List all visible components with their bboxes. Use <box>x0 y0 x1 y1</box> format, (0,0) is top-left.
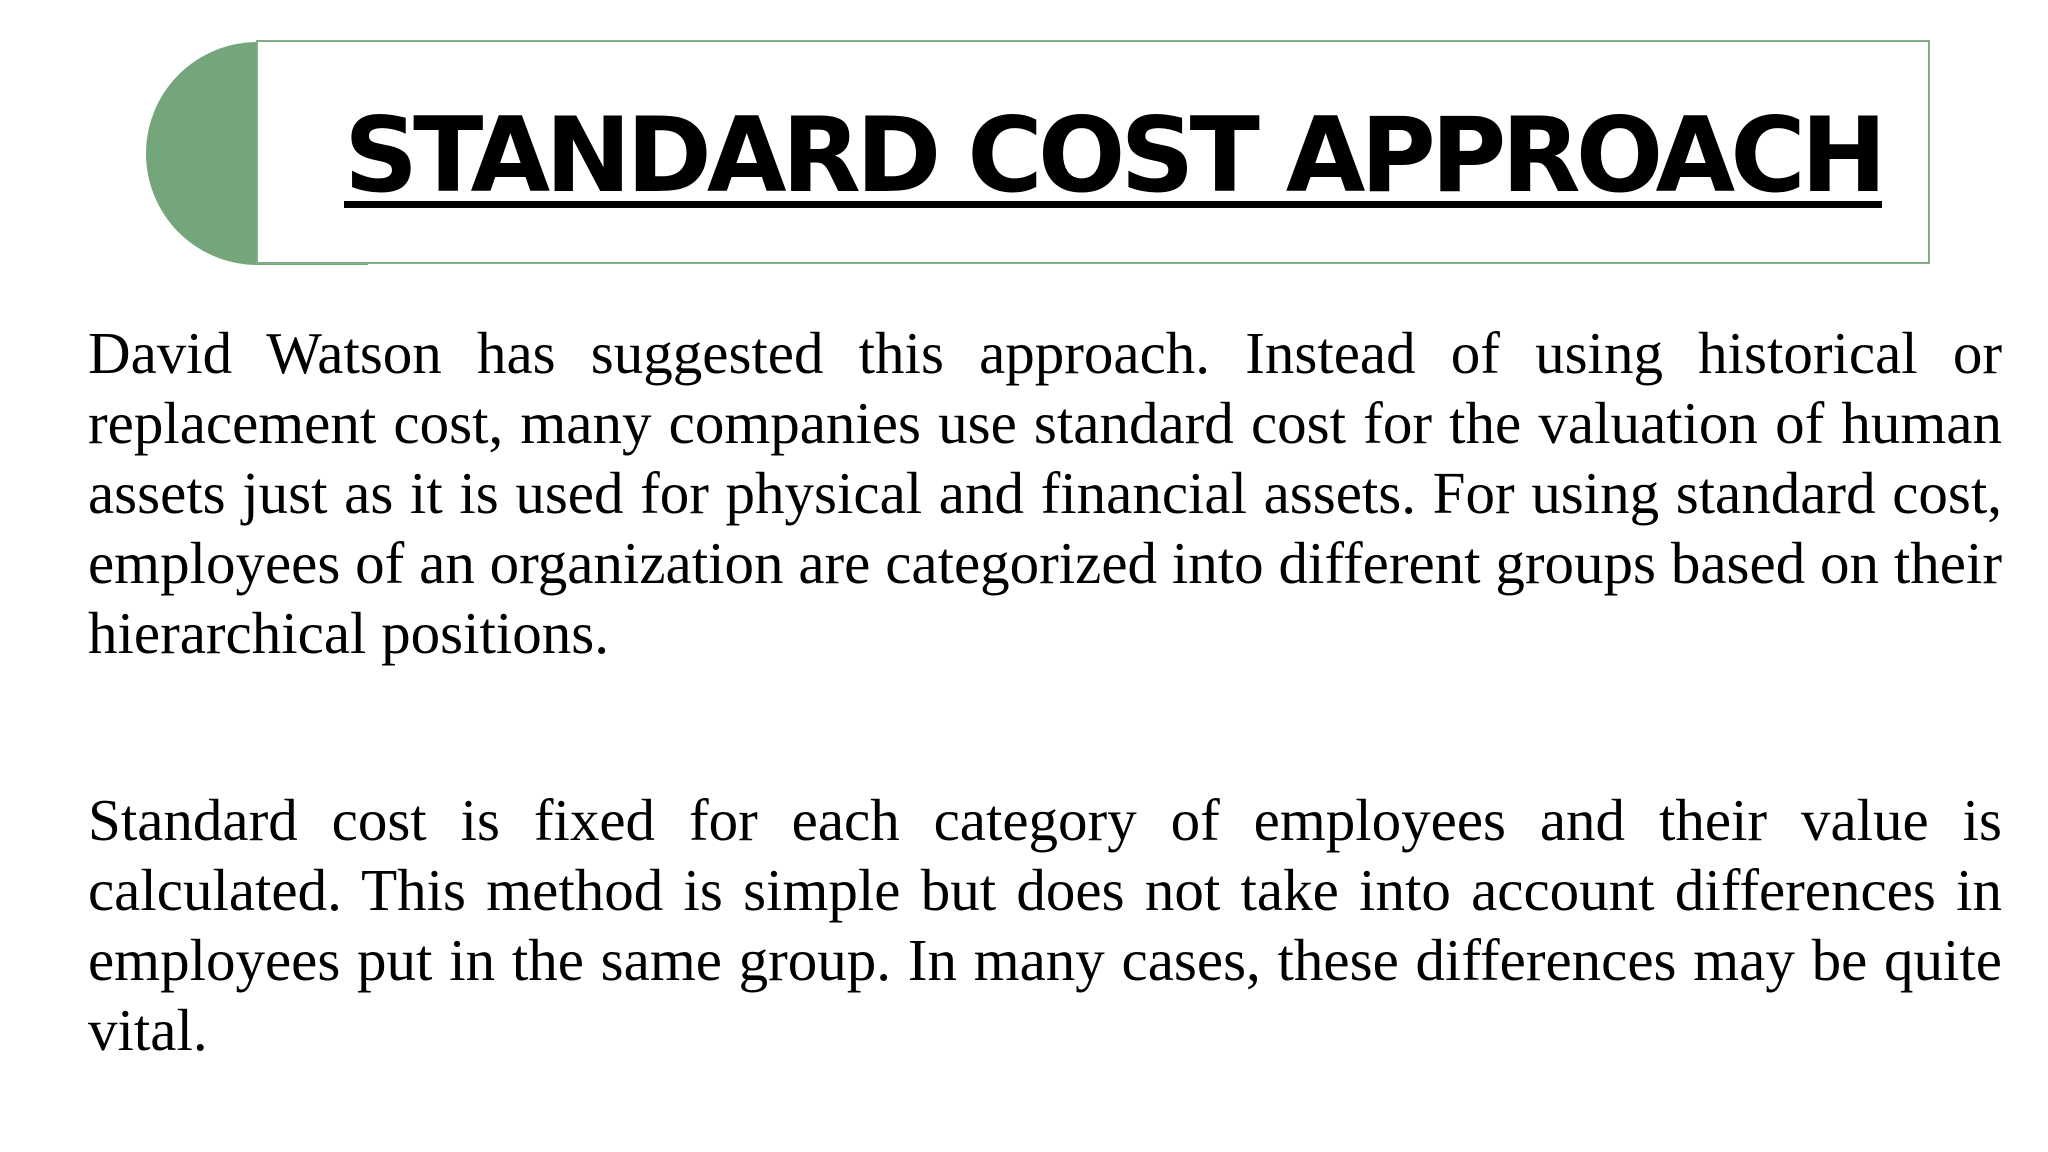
body-paragraph-1: David Watson has suggested this approach. Instead of using historical or replacement cost, many companies use standard cost for the valuation of human assets just as it is used for physical and financial assets. For using standard cost, employees of an organization are categorized into different groups based on their hierarchical positions. <box>88 320 2002 666</box>
body-paragraph-2: Standard cost is fixed for each category of employees and their value is calculated. This method is simple but does not take into account differences in employees put in the same group. In many cases, these differences may be quite vital. <box>88 787 2002 1063</box>
slide-title: STANDARD COST APPROACH <box>344 96 1882 216</box>
title-box <box>256 40 1930 264</box>
